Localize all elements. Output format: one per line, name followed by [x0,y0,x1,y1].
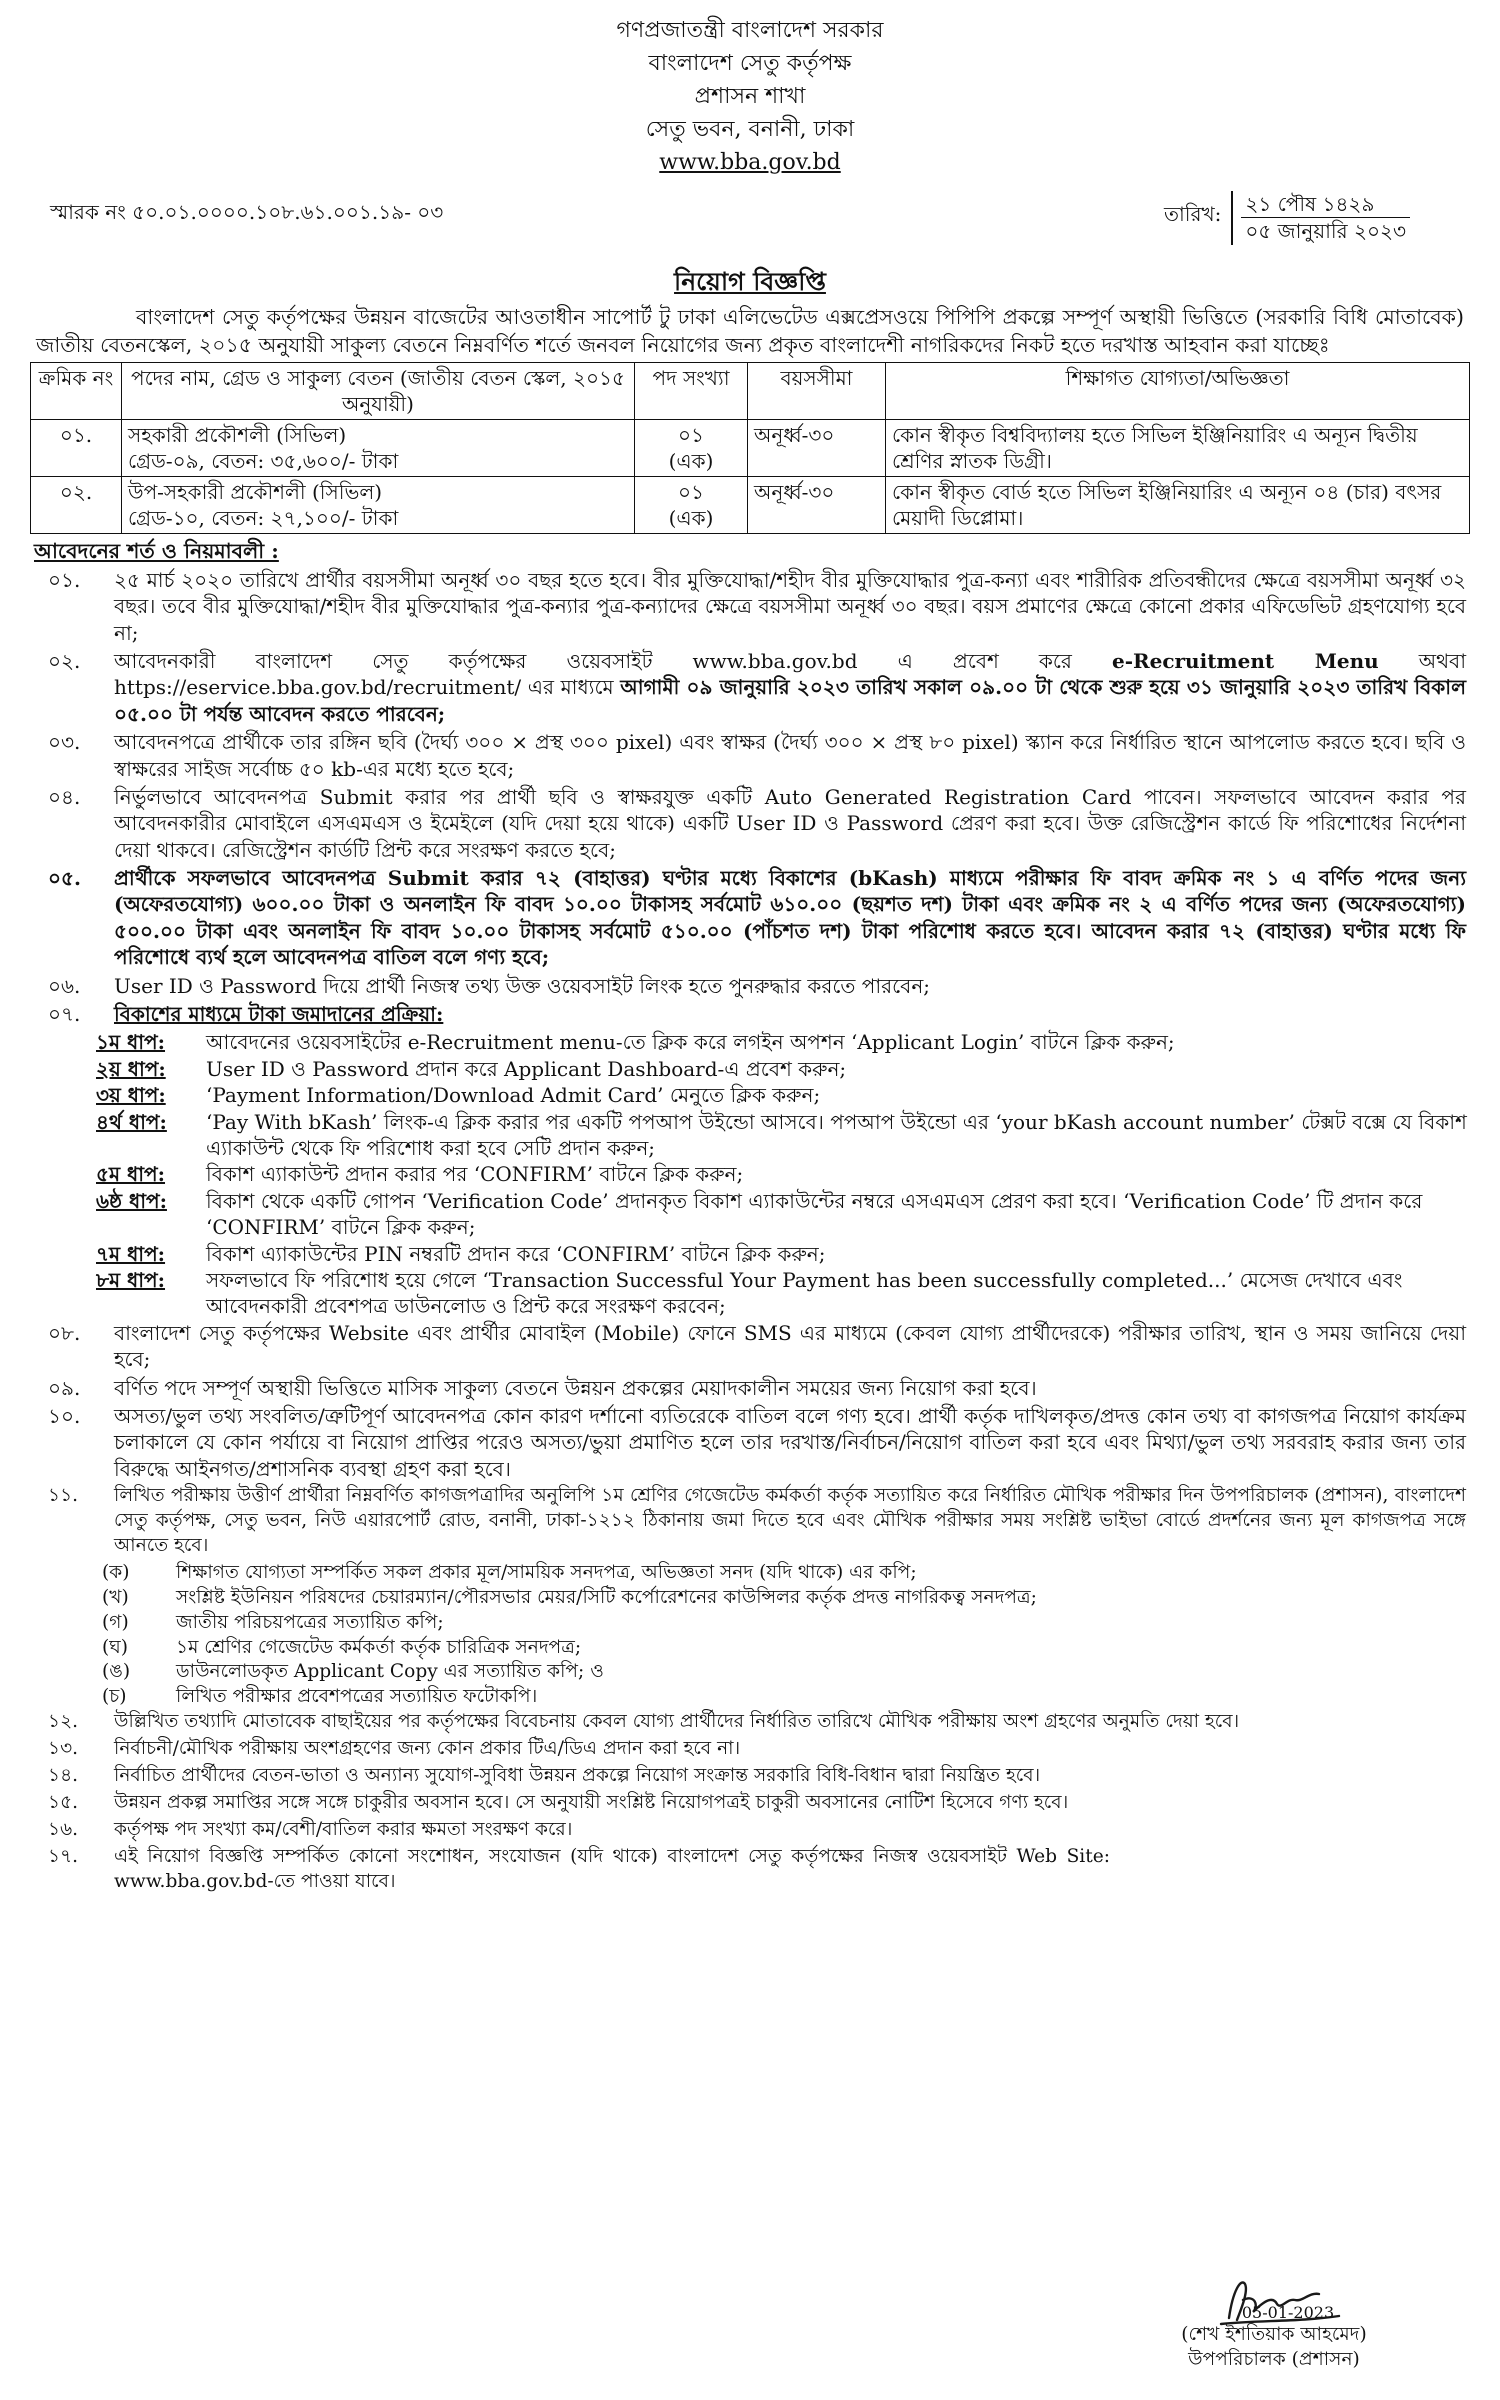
condition-item [30,1320,1466,1373]
step-item [96,1161,1470,1187]
item-number: ১৬. [48,1818,79,1840]
date-bangla: ২১ পৌষ ১৪২৯ [1241,191,1410,218]
item-number: ০৯. [48,1375,81,1400]
step-item [96,1029,1470,1055]
document-label: (খ) [102,1586,129,1608]
item-number: ১৩. [48,1738,79,1760]
documents-list [96,1561,1470,1710]
condition-item [30,1403,1466,1482]
condition-item [30,648,1466,727]
memo-number: স্মারক নং ৫০.০১.০০০০.১০৮.৬১.০০১.১৯- ০৩ [50,200,444,224]
condition-item [30,1818,1466,1843]
item-text: উন্নয়ন প্রকল্প সমাপ্তির সঙ্গে সঙ্গে চাকুরীর অবসান হবে। সে অনুযায়ী সংশ্লিষ্ট নিয়োগপত্রই চাকুরী অবসানের নোটিশ হিসেবে গণ্য হবে। [114,1791,1069,1813]
row-age-limit: অনূর্ধ্ব-৩০ [748,419,886,476]
row-qualification: কোন স্বীকৃত বোর্ড হতে সিভিল ইঞ্জিনিয়ারিং এ অন্যূন ০৪ (চার) বৎসর মেয়াদী ডিপ্লোমা। [886,476,1470,533]
item-number: ১১. [48,1485,79,1507]
application-period: আগামী ০৯ জানুয়ারি ২০২৩ তারিখ সকাল ০৯.০০ টা থেকে শুরু হয়ে ৩১ জানুয়ারি ২০২৩ তারিখ বিকাল ০৫.০০ টা পর্যন্ত আবেদন করতে পারবেন; [114,675,1466,726]
condition-item [30,865,1466,971]
step-label: ২য় ধাপ: [96,1056,166,1081]
document-text: ডাউনলোডকৃত Applicant Copy এর সত্যায়িত কপি; ও [176,1661,604,1683]
condition-item [30,1791,1466,1816]
step-text: ‘Pay With bKash’ লিংক-এ ক্লিক করার পর একটি পপআপ উইন্ডো আসবে। পপআপ উইন্ডো এর ‘your bKash account number’ টেক্সট বক্সে যে বিকাশ এ্যাকাউন্ট থেকে ফি পরিশোধ করা হবে সেটি প্রদান করুন; [206,1109,1467,1160]
item-text: উল্লিখিত তথ্যাদি মোতাবেক বাছাইয়ের পর কর্তৃপক্ষের বিবেচনায় কেবল যোগ্য প্রার্থীদের নির্ধারিত তারিখে মৌখিক পরীক্ষায় অংশ গ্রহণের অনুমতি দেয়া হবে। [114,1711,1240,1733]
condition-item [30,1001,1466,1027]
memo-row [30,185,1470,263]
item-text: আবেদনপত্রে প্রার্থীকে তার রঙ্গিন ছবি (দৈর্ঘ্য ৩০০ × প্রস্থ ৩০০ pixel) এবং স্বাক্ষর (দৈর্ঘ্য ৩০০ × প্রস্থ ৮০ pixel) স্ক্যান করে নির্ধারিত স্থানে আপলোড করতে হবে। ছবি ও স্বাক্ষরের সাইজ সর্বোচ্চ ৫০ kb-এর মধ্যে হতে হবে; [114,730,1466,781]
date-values [1231,191,1410,245]
condition-item [30,729,1466,782]
step-label: ৬ষ্ঠ ধাপ: [96,1188,167,1213]
document-text: সংশ্লিষ্ট ইউনিয়ন পরিষদের চেয়ারম্যান/পৌরসভার মেয়র/সিটি কর্পোরেশনের কাউন্সিলর কর্তৃক প্রদত্ত নাগরিকত্ব সনদপত্র; [176,1586,1037,1608]
condition-item [30,567,1466,646]
condition-item [30,1845,1110,1895]
document-item [96,1586,1470,1611]
post-title: সহকারী প্রকৌশলী (সিভিল) [128,422,347,447]
item-text: প্রার্থীকে সফলভাবে আবেদনপত্র Submit করার ৭২ (বাহাত্তর) ঘণ্টার মধ্যে বিকাশের (bKash) মাধ্যমে পরীক্ষার ফি বাবদ ক্রমিক নং ১ এ বর্ণিত পদের জন্য (অফেরতযোগ্য) ৬০০.০০ টাকা ও অনলাইন ফি বাবদ ১০.০০ টাকাসহ সর্বমোট ৬১০.০০ (ছয়শত দশ) টাকা এবং ক্রমিক নং ২ এ বর্ণিত পদের জন্য (অফেরতযোগ্য) ৫০০.০০ টাকা এবং অনলাইন ফি বাবদ ১০.০০ টাকাসহ সর্বমোট ৫১০.০০ (পাঁচশত দশ) টাকা পরিশোধ করতে হবে। আবেদন করার ৭২ (বাহাত্তর) ঘণ্টার মধ্যে ফি পরিশোধে ব্যর্থ হলে আবেদনপত্র বাতিল বলে গণ্য হবে; [114,866,1466,970]
bkash-steps [96,1029,1470,1319]
step-item [96,1241,1470,1267]
govt-name: গণপ্রজাতন্ত্রী বাংলাদেশ সরকার [616,18,884,43]
item-text: কর্তৃপক্ষ পদ সংখ্যা কম/বেশী/বাতিল করার ক্ষমতা সংরক্ষণ করে। [114,1818,573,1840]
count-word: (এক) [668,505,714,530]
item-text: বিকাশের মাধ্যমে টাকা জমাদানের প্রক্রিয়া: [114,1002,444,1027]
date-label: তারিখ: [1163,202,1222,226]
step-text: বিকাশ থেকে একটি গোপন ‘Verification Code’ প্রদানকৃত বিকাশ এ্যাকাউন্টের নম্বরে এসএমএস প্রেরণ করা হবে। ‘Verification Code’ টি প্রদান করে ‘CONFIRM’ বাটনে ক্লিক করুন; [206,1188,1423,1240]
post-grade: গ্রেড-০৯, বেতন: ৩৫,৬০০/- টাকা [128,448,399,473]
condition-item [30,1484,1466,1559]
item-number: ১০. [48,1403,81,1428]
step-text: সফলভাবে ফি পরিশোধ হয়ে গেলে ‘Transaction Successful Your Payment has been successfully completed...’ মেসেজ দেখাবে এবং আবেদনকারী প্রবেশপত্র ডাউনলোড ও প্রিন্ট করে সংরক্ষণ করবেন; [206,1267,1403,1319]
signatory-name: (শেখ ইশতিয়াক আহমেদ) [1181,2324,1367,2346]
item-text-part: অথবা https://eservice.bba.gov.bd/recruitment/ এর মাধ্যমে [114,648,1466,700]
document-label: (চ) [102,1686,127,1708]
row-age-limit: অনূর্ধ্ব-৩০ [748,476,886,533]
item-text: নির্বাচনী/মৌখিক পরীক্ষায় অংশগ্রহণের জন্য কোন প্রকার টিএ/ডিএ প্রদান করা হবে না। [114,1738,741,1760]
step-item [96,1056,1470,1082]
notice-title [30,265,1470,298]
step-text: User ID ও Password প্রদান করে Applicant Dashboard-এ প্রবেশ করুন; [206,1056,847,1081]
row-sn: ০২. [31,476,122,533]
item-number: ০১. [48,567,81,592]
item-number: ০৮. [48,1320,81,1345]
item-text [114,648,1466,727]
step-text: বিকাশ এ্যাকাউন্ট প্রদান করার পর ‘CONFIRM’ বাটনে ক্লিক করুন; [206,1162,744,1187]
document-item [96,1611,1470,1636]
condition-item [30,1737,1466,1762]
item-number: ১৪. [48,1765,79,1787]
item-number: ০৫. [48,866,81,891]
document-item [96,1636,1470,1661]
address: সেতু ভবন, বনানী, ঢাকা [645,117,855,142]
item-number: ১৭. [48,1845,79,1867]
item-text: ২৫ মার্চ ২০২০ তারিখে প্রার্থীর বয়সসীমা অনূর্ধ্ব ৩০ বছর হতে হবে। বীর মুক্তিযোদ্ধা/শহীদ বীর মুক্তিযোদ্ধার পুত্র-কন্যা এবং শারীরিক প্রতিবন্ধীদের ক্ষেত্রে বয়সসীমা অনূর্ধ্ব ৩২ বছর। তবে বীর মুক্তিযোদ্ধা/শহীদ বীর মুক্তিযোদ্ধার পুত্র-কন্যার পুত্র-কন্যাদের ক্ষেত্রে বয়সসীমা অনূর্ধ্ব ৩০ বছর। বয়স প্রমাণের ক্ষেত্রে কোনো প্রকার এফিডেভিট গ্রহণযোগ্য হবে না; [114,567,1466,645]
item-number: ০৬. [48,973,81,998]
table-header-row [31,362,1470,419]
step-item [96,1188,1470,1241]
document-item [96,1561,1470,1586]
item-text: অসত্য/ভুল তথ্য সংবলিত/ত্রুটিপূর্ণ আবেদনপত্র কোন কারণ দর্শানো ব্যতিরেকে বাতিল বলে গণ্য হবে। প্রার্থী কর্তৃক দাখিলকৃত/প্রদত্ত কোন তথ্য বা কাগজপত্র নিয়োগ কার্যক্রম চলাকালে যে কোন পর্যায়ে বা নিয়োগ প্রাপ্তির পরেও অসত্য/ভুয়া প্রমাণিত হলে তার দরখাস্ত/নির্বাচন/নিয়োগ বাতিল করা হবে এবং মিথ্যা/ভুল তথ্য সরবরাহ করার জন্য তার বিরুদ্ধে আইনগত/প্রশাসনিক ব্যবস্থা গ্রহণ করা হবে। [114,1403,1466,1481]
row-post-count [635,476,748,533]
condition-item [30,973,1466,999]
row-sn: ০১. [31,419,122,476]
signature-block [1144,2270,1404,2372]
item-text: বাংলাদেশ সেতু কর্তৃপক্ষের Website এবং প্রার্থীর মোবাইল (Mobile) ফোনে SMS এর মাধ্যমে (কেবল যোগ্য প্রার্থীদেরকে) পরীক্ষার তারিখ, স্থান ও সময় জানিয়ে দেয়া হবে; [114,1320,1466,1372]
website-link[interactable]: www.bba.gov.bd [659,150,841,175]
conditions-title: আবেদনের শর্ত ও নিয়মাবলী : [34,538,279,563]
row-post-name [122,419,635,476]
item-text-part: আবেদনকারী বাংলাদেশ সেতু কর্তৃপক্ষের ওয়েবসাইট www.bba.gov.bd এ প্রবেশ করে [114,648,1112,673]
letterhead [30,14,1470,179]
item-text: বর্ণিত পদে সম্পূর্ণ অস্থায়ী ভিত্তিতে মাসিক সাকুল্য বেতনে উন্নয়ন প্রকল্পের মেয়াদকালীন সময়ের জন্য নিয়োগ করা হবে। [114,1375,1037,1400]
step-item [96,1082,1470,1108]
post-grade: গ্রেড-১০, বেতন: ২৭,১০০/- টাকা [128,505,399,530]
document-label: (ঘ) [102,1636,128,1658]
e-recruitment-menu: e-Recruitment Menu [1111,648,1379,673]
step-text: ‘Payment Information/Download Admit Card’ মেনুতে ক্লিক করুন; [206,1083,821,1108]
document-label: (ক) [102,1561,130,1583]
branch-name: প্রশাসন শাখা [694,84,806,109]
step-item [96,1267,1470,1320]
step-text: বিকাশ এ্যাকাউন্টের PIN নম্বরটি প্রদান করে ‘CONFIRM’ বাটনে ক্লিক করুন; [206,1241,826,1266]
step-label: ৮ম ধাপ: [96,1267,166,1292]
item-number: ০৩. [48,730,81,755]
step-item [96,1109,1470,1162]
small-print-section [30,1484,1470,1895]
step-text: আবেদনের ওয়েবসাইটের e-Recruitment menu-তে ক্লিক করে লগইন অপশন ‘Applicant Login’ বাটনে ক্লিক করুন; [206,1030,1175,1055]
header-age-limit: বয়সসীমা [748,362,886,419]
signature-date: 05-01-2023 [1241,2303,1335,2322]
document-label: (গ) [102,1611,129,1633]
item-text: নির্ভুলভাবে আবেদনপত্র Submit করার পর প্রার্থী ছবি ও স্বাক্ষরযুক্ত একটি Auto Generated Registration Card পাবেন। সফলভাবে আবেদন করার পর আবেদনকারীর মোবাইলে এসএমএস ও ইমেইলে (যদি দেয়া হয়ে থাকে) একটি User ID ও Password প্রেরণ করা হবে। উক্ত রেজিস্ট্রেশন কার্ডে ফি পরিশোধের নির্দেশনা দেয়া থাকবে। রেজিস্ট্রেশন কার্ডটি প্রিন্ট করে সংরক্ষণ করতে হবে; [114,784,1466,862]
step-label: ৭ম ধাপ: [96,1241,166,1266]
condition-item [30,1375,1466,1401]
item-text: User ID ও Password দিয়ে প্রার্থী নিজস্ব তথ্য উক্ত ওয়েবসাইট লিংক হতে পুনরুদ্ধার করতে পারবেন; [114,973,930,998]
header-qualification: শিক্ষাগত যোগ্যতা/অভিজ্ঞতা [886,362,1470,419]
authority-name: বাংলাদেশ সেতু কর্তৃপক্ষ [648,51,852,76]
signatory-designation: উপপরিচালক (প্রশাসন) [1188,2348,1360,2370]
item-text: নির্বাচিত প্রার্থীদের বেতন-ভাতা ও অন্যান্য সুযোগ-সুবিধা উন্নয়ন প্রকল্পে নিয়োগ সংক্রান্ত সরকারি বিধি-বিধান দ্বারা নিয়ন্ত্রিত হবে। [114,1765,1041,1787]
header-post-count: পদ সংখ্যা [635,362,748,419]
count-word: (এক) [668,448,714,473]
step-label: ৪র্থ ধাপ: [96,1109,167,1134]
item-text: এই নিয়োগ বিজ্ঞপ্তি সম্পর্কিত কোনো সংশোধন, সংযোজন (যদি থাকে) বাংলাদেশ সেতু কর্তৃপক্ষের নিজস্ব ওয়েবসাইট Web Site: www.bba.gov.bd-তে পাওয়া যাবে। [114,1845,1110,1892]
notice-title-text: নিয়োগ বিজ্ঞপ্তি [674,267,826,296]
step-label: ৩য় ধাপ: [96,1083,166,1108]
item-number: ০৭. [48,1002,81,1027]
document-item [96,1685,1470,1710]
date-block [1164,191,1410,245]
step-label: ১ম ধাপ: [96,1030,166,1055]
item-number: ০৪. [48,784,81,809]
post-title: উপ-সহকারী প্রকৌশলী (সিভিল) [128,479,383,504]
header-post-name: পদের নাম, গ্রেড ও সাকুল্য বেতন (জাতীয় বেতন স্কেল, ২০১৫ অনুযায়ী) [122,362,635,419]
row-post-count [635,419,748,476]
document-text: জাতীয় পরিচয়পত্রের সত্যায়িত কপি; [176,1611,444,1633]
document-text: লিখিত পরীক্ষার প্রবেশপত্রের সত্যায়িত ফটোকপি। [176,1686,538,1708]
table-row [31,476,1470,533]
header-sn: ক্রমিক নং [31,362,122,419]
table-row [31,419,1470,476]
count-number: ০১ [678,422,704,447]
item-number: ০২. [48,648,81,673]
count-number: ০১ [678,479,704,504]
date-english: ০৫ জানুয়ারি ২০২৩ [1245,219,1406,244]
item-text: লিখিত পরীক্ষায় উত্তীর্ণ প্রার্থীরা নিম্নবর্ণিত কাগজপত্রাদির অনুলিপি ১ম শ্রেণির গেজেটেড কর্মকর্তা কর্তৃক সত্যায়িত করে নির্ধারিত মৌখিক পরীক্ষার দিন উপপরিচালক (প্রশাসন), বাংলাদেশ সেতু কর্তৃপক্ষ, সেতু ভবন, নিউ এয়ারপোর্ট রোড, বনানী, ঢাকা-১২১২ ঠিকানায় জমা দিতে হবে এবং মৌখিক পরীক্ষার সময় সংশ্লিষ্ট ভাইভা বোর্ডে প্রদর্শনের জন্য মূল কাগজপত্র সঙ্গে আনতে হবে। [114,1485,1467,1556]
document-label: (ঙ) [102,1661,131,1683]
row-post-name [122,476,635,533]
item-number: ১৫. [48,1791,79,1813]
posts-table [30,362,1470,534]
item-number: ১২. [48,1711,79,1733]
condition-item [30,1710,1466,1735]
step-label: ৫ম ধাপ: [96,1162,166,1187]
condition-item [30,784,1466,863]
document-item [96,1660,1470,1685]
condition-item [30,1764,1466,1789]
row-qualification: কোন স্বীকৃত বিশ্ববিদ্যালয় হতে সিভিল ইঞ্জিনিয়ারিং এ অন্যূন দ্বিতীয় শ্রেণির স্নাতক ডিগ্রী। [886,419,1470,476]
document-text: শিক্ষাগত যোগ্যতা সম্পর্কিত সকল প্রকার মূল/সাময়িক সনদপত্র, অভিজ্ঞতা সনদ (যদি থাকে) এর কপি; [176,1561,917,1583]
document-text: ১ম শ্রেণির গেজেটেড কর্মকর্তা কর্তৃক চারিত্রিক সনদপত্র; [176,1636,582,1658]
intro-paragraph: বাংলাদেশ সেতু কর্তৃপক্ষের উন্নয়ন বাজেটের আওতাধীন সাপোর্ট টু ঢাকা এলিভেটেড এক্সপ্রেসওয়ে পিপিপি প্রকল্পে সম্পূর্ণ অস্থায়ী ভিত্তিতে (সরকারি বিধি মোতাবেক) জাতীয় বেতনস্কেল, ২০১৫ অনুযায়ী সাকুল্য বেতনে নিম্নবর্ণিত শর্তে জনবল নিয়োগের জন্য প্রকৃত বাংলাদেশী নাগরিকদের নিকট হতে দরখাস্ত আহবান করা যাচ্ছেঃ [36,305,1464,357]
